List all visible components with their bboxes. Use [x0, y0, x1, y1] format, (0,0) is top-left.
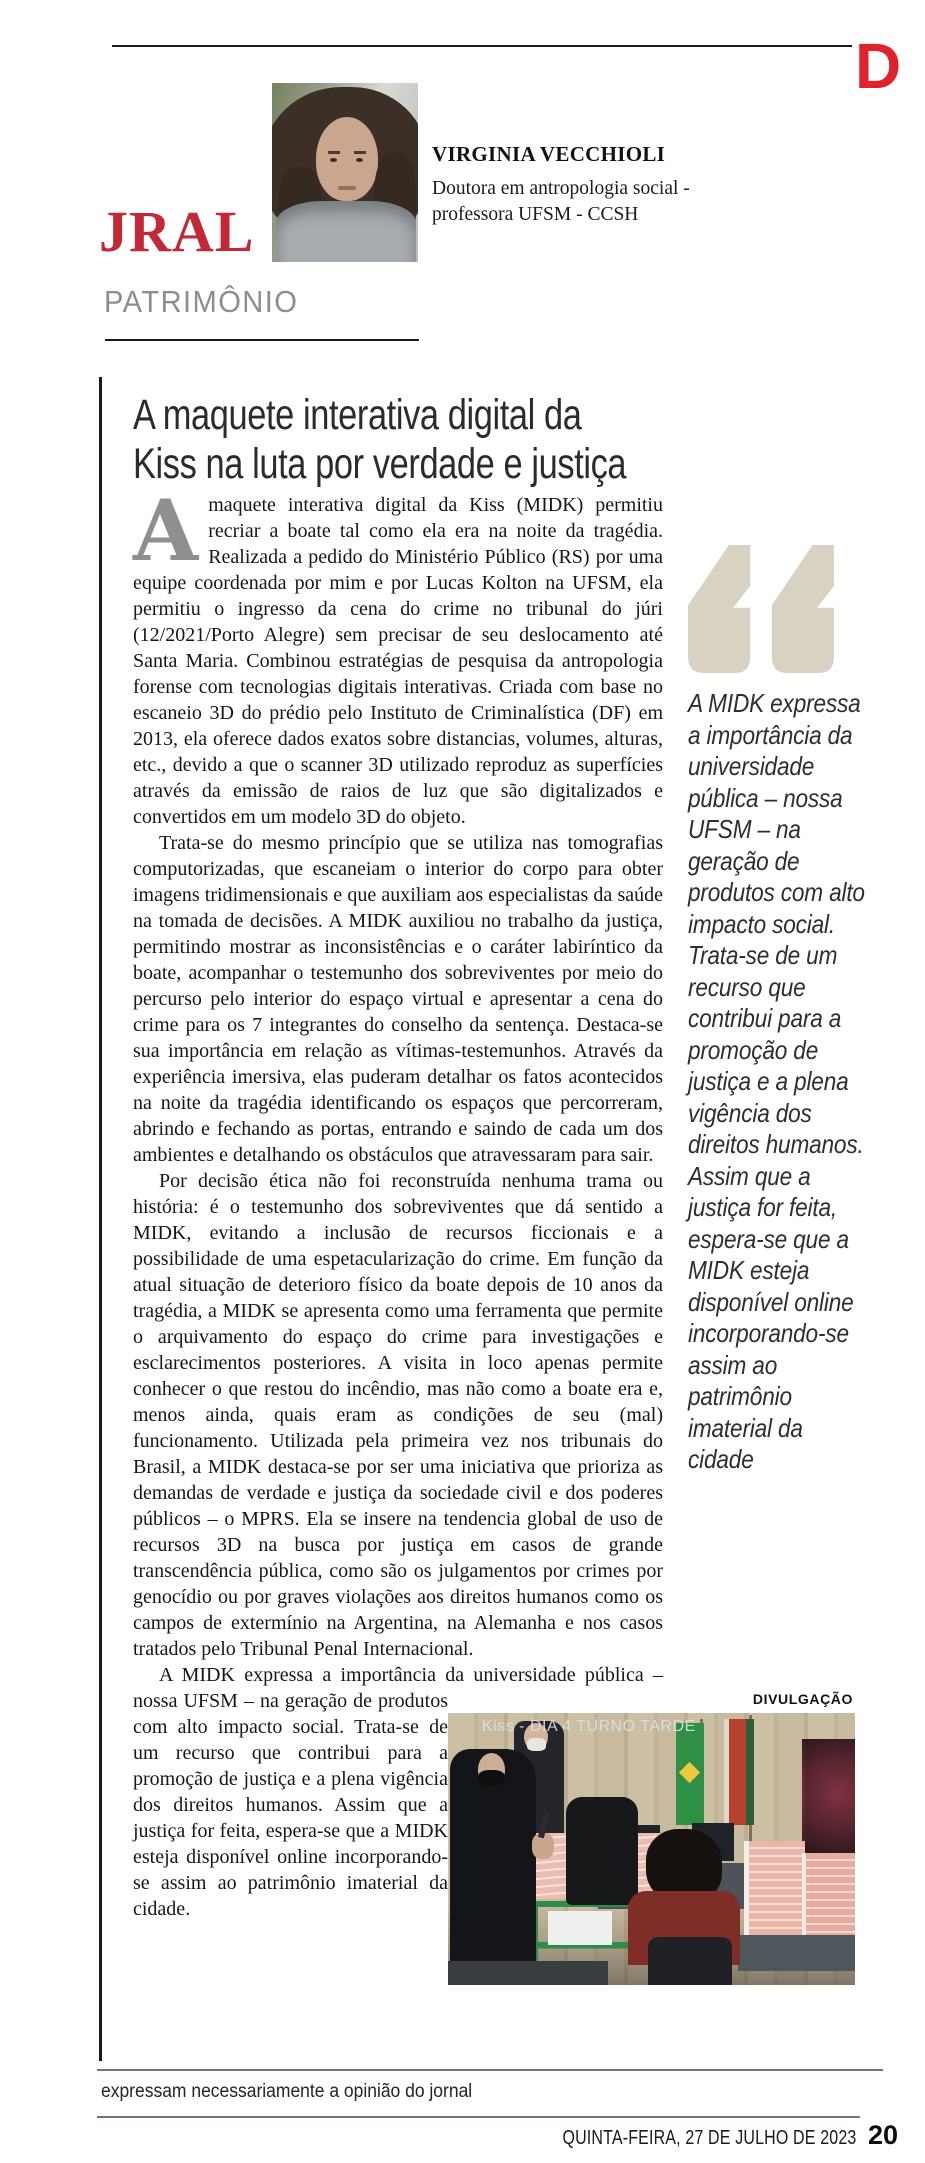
- gaming-chair: [566, 1797, 638, 1905]
- photo-float: [448, 1690, 853, 1990]
- author-name: VIRGINIA VECCHIOLI: [432, 142, 666, 166]
- headline-line-1: A maquete interativa digital da: [133, 391, 582, 439]
- author-scarf: [276, 201, 416, 262]
- dropcap: A: [133, 481, 199, 580]
- author-photo: [272, 83, 418, 262]
- cart-papers: [548, 1911, 612, 1945]
- video-overlay-title: Kiss - DIA 4 TURNO TARDE: [482, 1718, 696, 1735]
- author-brow-left: [328, 151, 340, 154]
- pull-quote: [688, 545, 870, 1476]
- author-brow-right: [354, 151, 366, 154]
- section-label: JRAL: [99, 199, 255, 264]
- headline-line-2: Kiss na luta por verdade e justiça: [133, 440, 627, 488]
- author-eye-right: [356, 158, 363, 162]
- right-desk: [738, 1935, 855, 1971]
- footer-dateline: [489, 2122, 899, 2151]
- office-chair-back: [648, 1937, 732, 1985]
- paragraph-4-text: A MIDK expressa a importância da universidade pública – nossa UFSM – na geração de produtos com alto impacto social. Trata-se de um recurso que contribui para a promoção de justiça e a plena vigência dos direitos humanos. Assim que a justiça for feita, espera-se que a MIDK esteja disponível online incorporando-se assim ao patrimônio imaterial da cidade.: [133, 1664, 663, 1920]
- headline-rule: [105, 339, 419, 341]
- edition-date: QUINTA-FEIRA, 27 DE JULHO DE 2023: [561, 2127, 856, 2149]
- article-left-rule: [99, 377, 102, 2061]
- paragraph-1: [133, 481, 663, 830]
- case-file-stack-right-1: [744, 1841, 805, 1935]
- author-eye-left: [330, 158, 337, 162]
- front-desk: [448, 1961, 608, 1985]
- category-label: PATRIMÔNIO: [104, 284, 299, 319]
- paragraph-3: Por decisão ética não foi reconstruída nenhuma trama ou história: é o testemunho dos sobreviventes que dá sentido a MIDK, evitando a inclusão de recursos ficcionais e a possibilidade de uma espetacularização do crime. Em função da atual situação de deterioro físico da boate depois de 10 anos da tragédia, a MIDK se apresenta como uma ferramenta que permite o arquivamento do espaço do crime para investigações e esclarecimentos posteriores. A visita in loco apenas permite conhecer o que restou do incêndio, mas não como a boate era e, menos ainda, quais eram as condições de seu (mal) funcionamento. Utilizada pela primeira vez nos tribunais do Brasil, a MIDK destaca-se por ser uma iniciativa que prioriza as demandas de verdade e justiça da sociedade civil e dos poderes públicos – o MPRS. Ela se insere na tendencia global de uso de recursos 3D na busca por justiça em casos de grande transcendência pública, como são os julgamentos por crimes por genocídio ou por graves violações aos direitos humanos como os campos de extermínio na Argentina, na Alemanha e nos casos tratados pelo Tribunal Penal Internacional.: [133, 1170, 663, 1660]
- courtroom-photo: [448, 1713, 855, 1985]
- footer-disclaimer: expressam necessariamente a opinião do jornal: [101, 2081, 473, 2102]
- paragraph-2: Trata-se do mesmo princípio que se utiliza nas tomografias computorizadas, que escaneiam o interior do corpo para obter imagens tridimensionais e que auxiliam aos especialistas da saúde na tomada de decisões. A MIDK auxiliou no trabalho da justiça, permitindo mostrar as inconsistências e o caráter labiríntico da boate, acompanhar o testemunho dos sobreviventes por meio do percurso pelo interior do espaço virtual e apresentar a cena do crime para os 7 integrantes do conselho da sentença. Destaca-se sua importância em relação as vítimas-testemunhos. Através da experiência imersiva, elas puderam detalhar os fatos acontecidos na noite da tragédia identificando os espaços que percorreram, abrindo e fechando as portas, entrando e saindo de cada um dos ambientes e detalhando os obstáculos que atravessaram para sair.: [133, 832, 663, 1166]
- rio-grande-do-sul-flag: [724, 1719, 754, 1825]
- case-file-stack-right-2: [802, 1853, 855, 1939]
- section-corner-letter: D: [855, 30, 902, 102]
- byline: [432, 142, 732, 228]
- footer-rule-top: [97, 2069, 883, 2071]
- tv-screen: [802, 1739, 855, 1869]
- pull-quote-text: A MIDK expressa a importância da universidade pública – nossa UFSM – na geração de produtos com alto impacto social. Trata-se de um recurso que contribui para a promoção de justiça e a plena vigência dos direitos humanos. Assim que a justiça for feita, espera-se que a MIDK esteja disponível online incorporando-se assim ao patrimônio imaterial da cidade: [688, 688, 865, 1474]
- footer-rule-bottom: [97, 2116, 860, 2118]
- article-body: [133, 481, 853, 1990]
- page-number: 20: [867, 2120, 898, 2150]
- brazil-flag: [676, 1723, 704, 1825]
- robed-lawyer-mask: [478, 1770, 505, 1786]
- photo-block: [448, 1690, 855, 1985]
- quote-icon: [688, 545, 834, 673]
- author-lips: [338, 186, 356, 190]
- paragraph-4: [133, 1662, 853, 1990]
- paragraph-1-text: maquete interativa digital da Kiss (MIDK) permitiu recriar a boate tal como ela era na noite da tragédia. Realizada a pedido do Ministério Público (RS) por uma equipe coordenada por mim e por Lucas Kolton na UFSM, ela permitiu o ingresso da cena do crime no tribunal do júri (12/2021/Porto Alegre) sem precisar de seu deslocamento até Santa Maria. Combinou estratégias de pesquisa da antropologia forense com tecnologias digitais interativas. Criada com base no escaneio 3D do prédio pelo Instituto de Criminalística (DF) em 2013, ela oferece dados exatos sobre distancias, volumes, alturas, etc., devido a que o scanner 3D utilizado reproduz as superfícies através da emissão de raios de luz que são digitalizados e convertidos em um modelo 3D do objeto.: [133, 494, 663, 828]
- headline: [133, 391, 749, 489]
- background-man-mask: [527, 1738, 546, 1751]
- top-rule: [112, 45, 852, 47]
- author-title: Doutora em antropologia social - professora UFSM - CCSH: [432, 178, 690, 226]
- photo-credit: DIVULGAÇÃO: [752, 1691, 853, 1707]
